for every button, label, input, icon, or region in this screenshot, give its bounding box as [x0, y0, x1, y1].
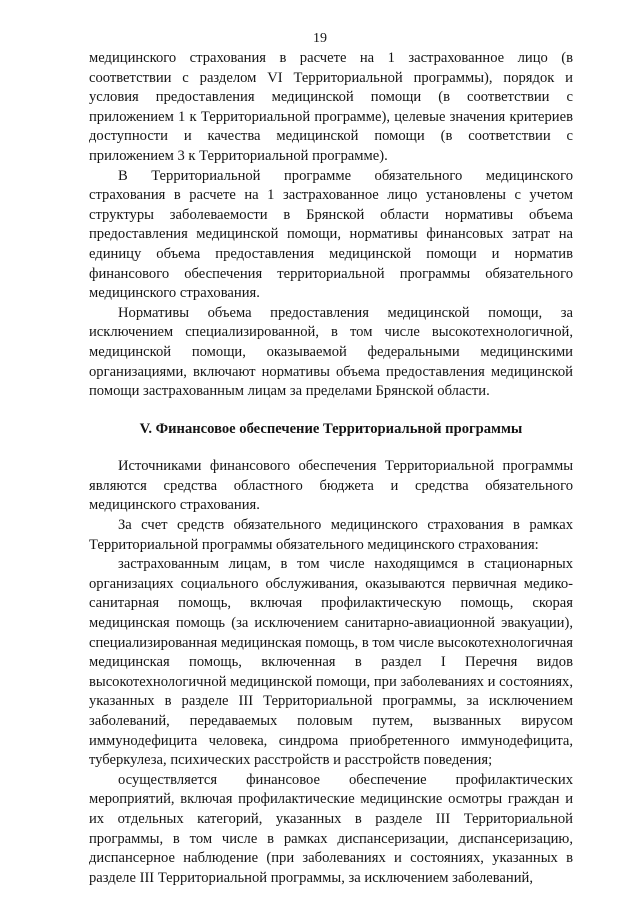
- page-number: 19: [313, 31, 327, 46]
- paragraph-oms-funds: За счет средств обязательного медицинского страхования в рамках Территориальной программы обязательного медицинского страхования:: [89, 517, 573, 553]
- paragraph-normatives-volume: Нормативы объема предоставления медицинской помощи, за исключением специализированной, в том числе высокотехнологичной, медицинской помощи, оказываемой федеральными медицинскими организациями, включают нормативы объема предоставления медицинской помощи застрахованным лицам за пределами Брянской области.: [89, 304, 573, 400]
- paragraph-insured-persons: застрахованным лицам, в том числе находящимся в стационарных организациях социального обслуживания, оказываются первичная медико-санитарная помощь, включая профилактическую помощь, скорая медицинская помощь (за исключением санитарно-авиационной эвакуации), специализированная медицинская помощь, в том числе высокотехнологичная медицинская помощь, включенная в раздел I Перечня видов высокотехнологичной медицинской помощи, при заболеваниях и состояниях, указанных в разделе III Территориальной программы, за исключением заболеваний, передаваемых половым путем, вызванных вирусом иммунодефицита человека, синдрома приобретенного иммунодефицита, туберкулеза, психических расстройств и расстройств поведения;: [89, 556, 573, 769]
- paragraph-normatives-insured: В Территориальной программе обязательного медицинского страхования в расчете на 1 застрахованное лицо установлены с учетом структуры заболеваемости в Брянской области нормативы объема предоставления медицинской помощи, нормативы финансовых затрат на единицу объема предоставления медицинской помощи и норматив финансового обеспечения территориальной программы обязательного медицинского страхования.: [89, 167, 573, 302]
- paragraph-continuation: медицинского страхования в расчете на 1 застрахованное лицо (в соответствии с разделом VI Территориальной программы), порядок и условия предоставления медицинской помощи (в соответствии с приложением 1 к Территориальной программе), целевые значения критериев доступности и качества медицинской помощи (в соответствии с приложением 3 к Территориальной программе).: [89, 50, 573, 164]
- section-heading: V. Финансовое обеспечение Территориальной программы: [139, 420, 523, 437]
- spacer: [89, 402, 573, 420]
- paragraph-funding-sources: Источниками финансового обеспечения Территориальной программы являются средства областного бюджета и средства обязательного медицинского страхования.: [89, 458, 573, 514]
- spacer: [89, 439, 573, 457]
- document-body: [89, 49, 573, 888]
- paragraph-preventive-measures: осуществляется финансовое обеспечение профилактических мероприятий, включая профилактические медицинские осмотры граждан и их отдельных категорий, указанных в разделе III Территориальной программы, в том числе в рамках диспансеризации, диспансеризацию, диспансерное наблюдение (при заболеваниях и состояниях, указанных в разделе III Территориальной программы, за исключением заболеваний,: [89, 771, 573, 886]
